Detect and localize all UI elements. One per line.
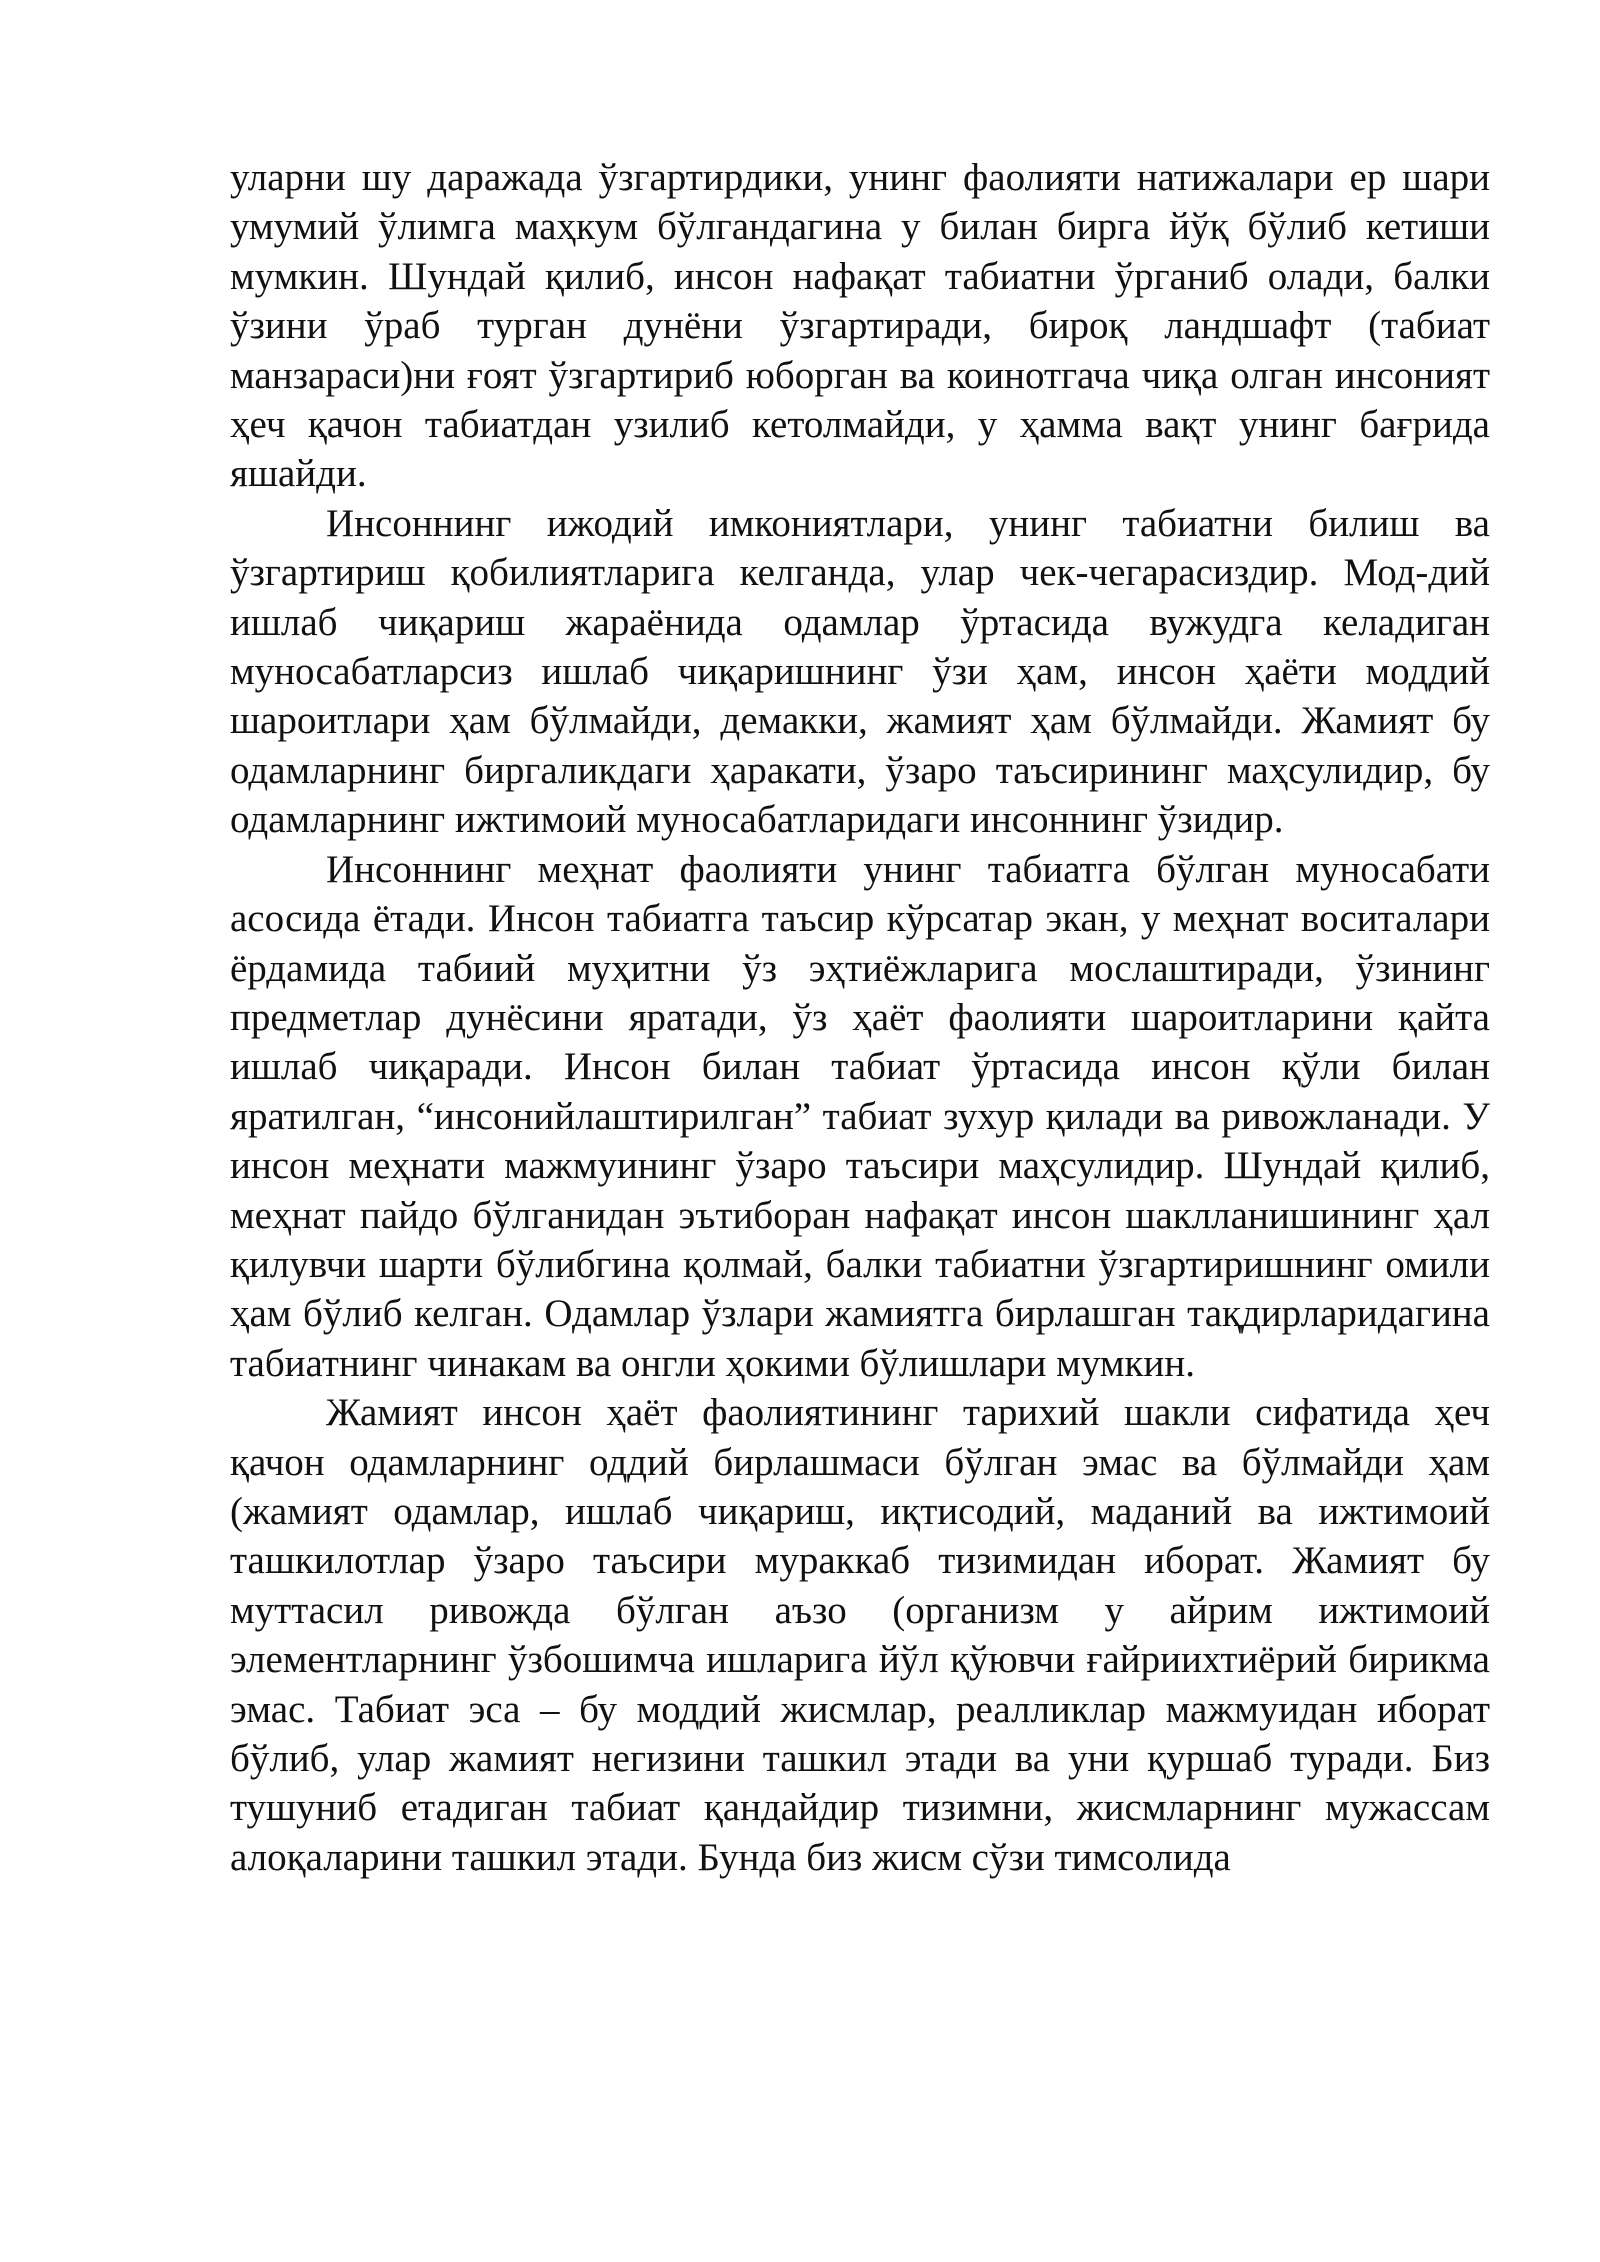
paragraph-3: Инсоннинг меҳнат фаолияти унинг табиатга бўлган муносабати асосида ётади. Инсон табиатга таъсир кўрсатар экан, у меҳнат воситалари ёрдамида табиий муҳитни ўз эҳтиёжларига мослаштиради, ўзининг предметлар дунёсини яратади, ўз ҳаёт фаолияти шароитларини қайта ишлаб чиқаради. Инсон билан табиат ўртасида инсон қўли билан яратилган, “инсонийлаштирилган” табиат зухур қилади ва ривожланади. У инсон меҳнати мажмуининг ўзаро таъсири маҳсулидир. Шундай қилиб, меҳнат пайдо бўлганидан эътиборан нафақат инсон шаклланишининг ҳал қилувчи шарти бўлибгина қолмай, балки табиатни ўзгартиришнинг омили ҳам бўлиб келган. Одамлар ўзлари жамиятга бирлашган тақдирларидагина табиатнинг чинакам ва онгли ҳокими бўлишлари мумкин. (230, 847, 1490, 1385)
document-body (230, 153, 1490, 1882)
paragraph-2: Инсоннинг ижодий имкониятлари, унинг табиатни билиш ва ўзгартириш қобилиятларига келганда, улар чек-чегарасиздир. Мод-дий ишлаб чиқариш жараёнида одамлар ўртасида вужудга келадиган муносабатларсиз ишлаб чиқаришнинг ўзи ҳам, инсон ҳаёти моддий шароитлари ҳам бўлмайди, демакки, жамият ҳам бўлмайди. Жамият бу одамларнинг биргаликдаги ҳаракати, ўзаро таъсирининг маҳсулидир, бу одамларнинг ижтимоий муносабатларидаги инсоннинг ўзидир. (230, 501, 1490, 842)
paragraph-1: уларни шу даражада ўзгартирдики, унинг фаолияти натижалари ер шари умумий ўлимга маҳкум бўлгандагина у билан бирга йўқ бўлиб кетиши мумкин. Шундай қилиб, инсон нафақат табиатни ўрганиб олади, балки ўзини ўраб турган дунёни ўзгартиради, бироқ ландшафт (табиат манзараси)ни ғоят ўзгартириб юборган ва коинотгача чиқа олган инсоният ҳеч қачон табиатдан узилиб кетолмайди, у ҳамма вақт унинг бағрида яшайди. (230, 156, 1490, 496)
paragraph-4: Жамият инсон ҳаёт фаолиятининг тарихий шакли сифатида ҳеч қачон одамларнинг оддий бирлашмаси бўлган эмас ва бўлмайди ҳам (жамият одамлар, ишлаб чиқариш, иқтисодий, маданий ва ижтимоий ташкилотлар ўзаро таъсири мураккаб тизимидан иборат. Жамият бу муттасил ривожда бўлган аъзо (организм у айрим ижтимоий элементларнинг ўзбошимча ишларига йўл қўювчи ғайриихтиёрий бирикма эмас. Табиат эса – бу моддий жисмлар, реалликлар мажмуидан иборат бўлиб, улар жамият негизини ташкил этади ва уни қуршаб туради. Биз тушуниб етадиган табиат қандайдир тизимни, жисмларнинг мужассам алоқаларини ташкил этади. Бунда биз жисм сўзи тимсолида (230, 1391, 1490, 1879)
